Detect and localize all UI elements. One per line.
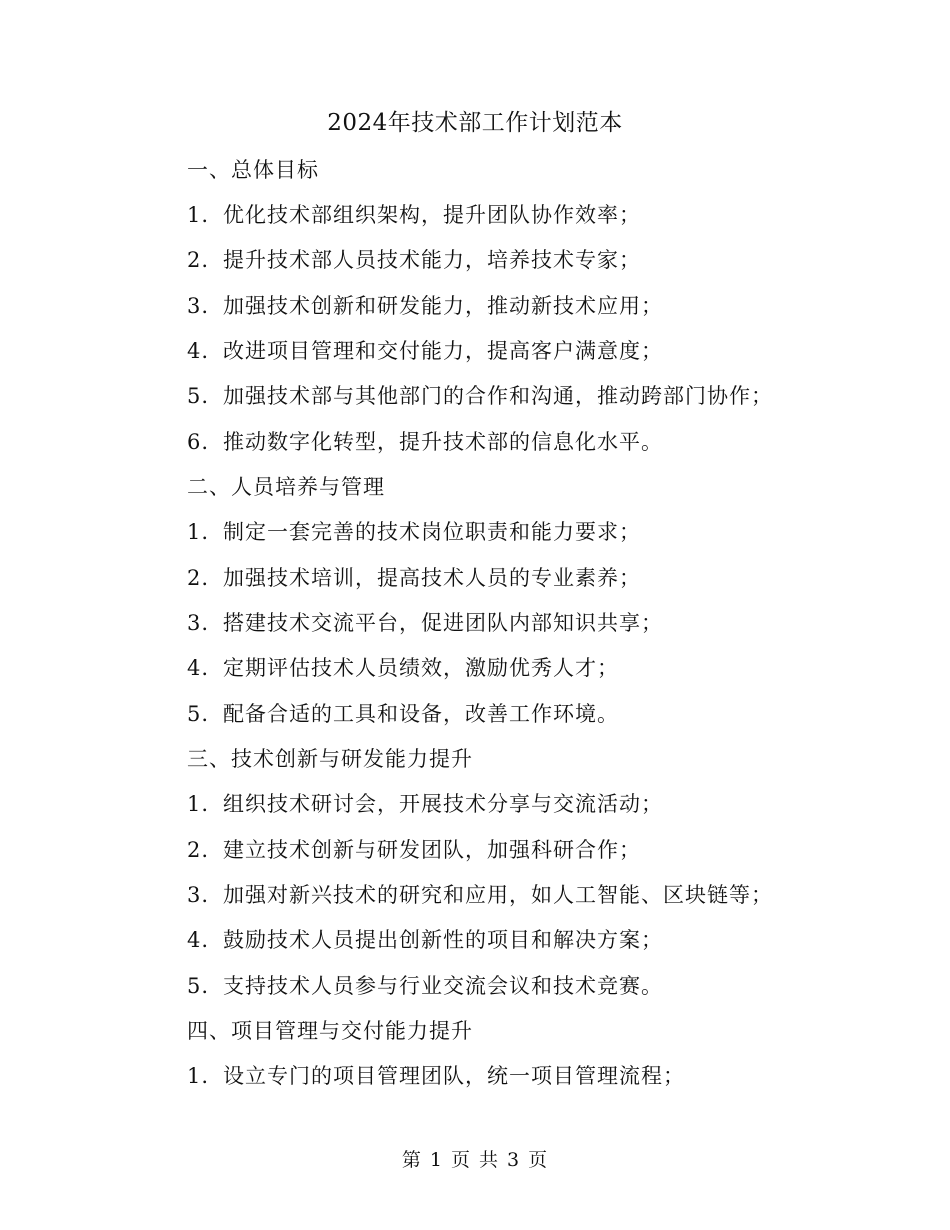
item-text: 支持技术人员参与行业交流会议和技术竞赛。	[223, 974, 663, 998]
list-item	[187, 291, 663, 321]
section-heading: 二、人员培养与管理	[187, 475, 385, 499]
item-text: 搭建技术交流平台，促进团队内部知识共享；	[223, 611, 663, 635]
item-text: 鼓励技术人员提出创新性的项目和解决方案；	[223, 928, 663, 952]
section-heading: 三、技术创新与研发能力提升	[187, 747, 473, 771]
item-text: 加强对新兴技术的研究和应用，如人工智能、区块链等；	[223, 883, 773, 907]
footer-total-word: 共	[479, 1149, 500, 1171]
list-item	[187, 653, 619, 683]
item-number: 3.	[187, 611, 210, 635]
item-text: 定期评估技术人员绩效，激励优秀人才；	[223, 656, 619, 680]
item-number: 5.	[187, 384, 210, 408]
document-title: 2024年技术部工作计划范本	[327, 110, 623, 136]
item-number: 3.	[187, 294, 210, 318]
list-item	[187, 563, 641, 593]
item-text: 推动数字化转型，提升技术部的信息化水平。	[223, 430, 663, 454]
list-item	[187, 427, 663, 457]
item-text: 配备合适的工具和设备，改善工作环境。	[223, 702, 619, 726]
item-number: 1.	[187, 1064, 210, 1088]
list-item	[187, 925, 663, 955]
item-number: 1.	[187, 203, 210, 227]
list-item	[187, 336, 663, 366]
footer-suffix: 页	[528, 1149, 549, 1171]
list-item	[187, 1061, 685, 1091]
item-text: 组织技术研讨会，开展技术分享与交流活动；	[223, 792, 663, 816]
list-item	[187, 200, 641, 230]
list-item	[187, 971, 663, 1001]
list-item	[187, 517, 641, 547]
item-text: 改进项目管理和交付能力，提高客户满意度；	[223, 339, 663, 363]
item-number: 4.	[187, 339, 210, 363]
list-item	[187, 245, 641, 275]
list-item	[187, 835, 641, 865]
current-page-number: 1	[429, 1149, 443, 1171]
item-text: 加强技术培训，提高技术人员的专业素养；	[223, 566, 641, 590]
item-number: 4.	[187, 656, 210, 680]
item-text: 加强技术创新和研发能力，推动新技术应用；	[223, 294, 663, 318]
list-item	[187, 381, 773, 411]
item-text: 提升技术部人员技术能力，培养技术专家；	[223, 248, 641, 272]
item-number: 1.	[187, 792, 210, 816]
item-number: 1.	[187, 520, 210, 544]
footer-page-word: 页	[450, 1149, 471, 1171]
item-number: 3.	[187, 883, 210, 907]
item-number: 6.	[187, 430, 210, 454]
item-number: 2.	[187, 838, 210, 862]
item-number: 5.	[187, 702, 210, 726]
list-item	[187, 699, 619, 729]
page-footer	[0, 1147, 950, 1173]
list-item	[187, 880, 773, 910]
item-number: 4.	[187, 928, 210, 952]
item-text: 制定一套完善的技术岗位职责和能力要求；	[223, 520, 641, 544]
item-text: 建立技术创新与研发团队，加强科研合作；	[223, 838, 641, 862]
section-heading: 一、总体目标	[187, 158, 319, 182]
item-text: 加强技术部与其他部门的合作和沟通，推动跨部门协作；	[223, 384, 773, 408]
list-item	[187, 608, 663, 638]
item-number: 2.	[187, 566, 210, 590]
item-text: 设立专门的项目管理团队，统一项目管理流程；	[223, 1064, 685, 1088]
section-heading: 四、项目管理与交付能力提升	[187, 1019, 473, 1043]
item-text: 优化技术部组织架构，提升团队协作效率；	[223, 203, 641, 227]
list-item	[187, 789, 663, 819]
item-number: 2.	[187, 248, 210, 272]
footer-prefix: 第	[401, 1149, 422, 1171]
total-pages-number: 3	[507, 1149, 521, 1171]
item-number: 5.	[187, 974, 210, 998]
